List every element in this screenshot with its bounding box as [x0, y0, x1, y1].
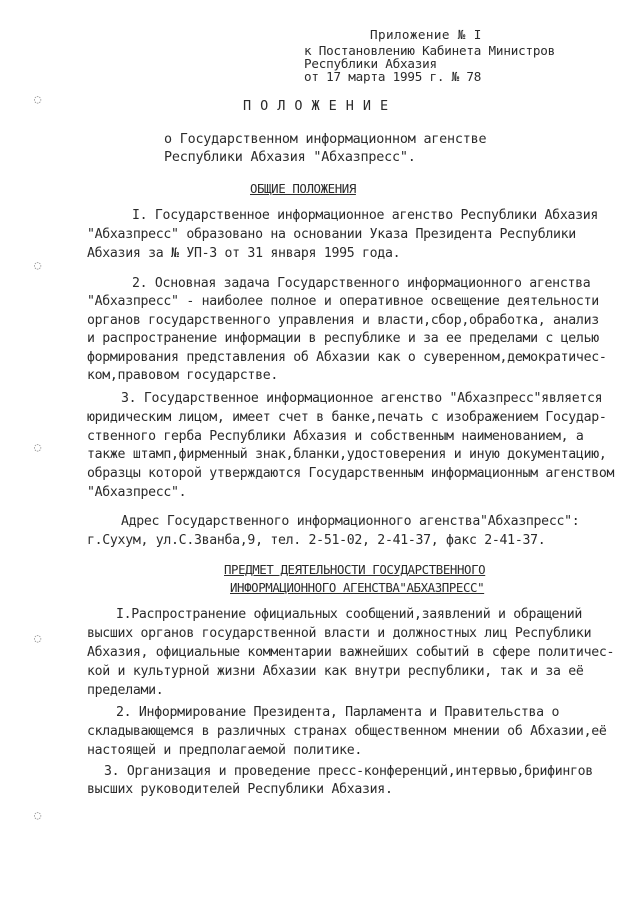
address-line: Адрес Государственного информационного агенства"Абхазпресс": [121, 514, 580, 529]
resolution-date: от 17 марта 1995 г. № 78 [304, 69, 482, 84]
appendix-number: Приложение № I [370, 27, 482, 42]
body-line: 3. Организация и проведение пресс-конференций,интервью,брифингов [104, 764, 593, 779]
body-line: кой и культурной жизни Абхазии как внутри республики, так и за её [87, 664, 584, 679]
subtitle-line: о Государственном информационном агенстве [164, 132, 487, 147]
body-line: 2. Информирование Президента, Парламента и Правительства о [116, 705, 560, 720]
binder-hole-mark: ◌ [34, 808, 42, 822]
document-title: ПОЛОЖЕНИЕ [243, 98, 398, 114]
section-heading-subject: ПРЕДМЕТ ДЕЯТЕЛЬНОСТИ ГОСУДАРСТВЕННОГО [224, 562, 486, 577]
subtitle-line: Республики Абхазия "Абхазпресс". [164, 150, 416, 165]
binder-hole-mark: ◌ [34, 631, 42, 645]
body-line: высших руководителей Республики Абхазия. [87, 782, 393, 797]
body-line: органов государственного управления и власти,сбор,обработка, анализ [87, 313, 599, 328]
body-line: складывающемся в различных странах общественном мнении об Абхазии,её [87, 724, 607, 739]
body-line: формирования представления об Абхазии как о суверенном,демократичес- [87, 350, 607, 365]
body-line: ком,правовом государстве. [87, 368, 278, 383]
body-line: Абхазия за № УП-3 от 31 января 1995 года. [87, 246, 401, 261]
section-heading-general: ОБЩИЕ ПОЛОЖЕНИЯ [250, 181, 356, 196]
body-line: и распространение информации в республике и за ее пределами с целью [87, 331, 599, 346]
body-line: юридическим лицом, имеет счет в банке,печать с изображением Государ- [87, 410, 607, 425]
binder-hole-mark: ◌ [34, 92, 42, 106]
body-line: пределами. [87, 683, 164, 698]
body-line: 3. Государственное информационное агенство "Абхазпресс"является [121, 391, 603, 406]
republic-name: Республики Абхазия [304, 56, 437, 71]
body-line: Абхазия, официальные комментарии важнейших событий в сфере политичес- [87, 645, 615, 660]
contacts-line: г.Сухум, ул.С.Званба,9, тел. 2-51-02, 2-41-37, факс 2-41-37. [87, 533, 546, 548]
binder-hole-mark: ◌ [34, 440, 42, 454]
body-line: I. Государственное информационное агенство Республики Абхазия [132, 208, 599, 223]
body-line: "Абхазпресс" - наиболее полное и оперативное освещение деятельности [87, 294, 599, 309]
body-line: "Абхазпресс" образовано на основании Указа Президента Республики [87, 227, 576, 242]
body-line: также штамп,фирменный знак,бланки,удостоверения и иную документацию, [87, 447, 607, 462]
body-line: 2. Основная задача Государственного информационного агенства [132, 276, 591, 291]
body-line: I.Распространение официальных сообщений,заявлений и обращений [116, 607, 583, 622]
body-line: настоящей и предполагаемой политике. [87, 743, 363, 758]
binder-hole-mark: ◌ [34, 258, 42, 272]
body-line: образцы которой утверждаются Государственным информационным агенством [87, 466, 615, 481]
resolution-reference: к Постановлению Кабинета Министров [304, 43, 555, 58]
body-line: "Абхазпресс". [87, 485, 187, 500]
body-line: ственного герба Республики Абхазия и собственным наименованием, а [87, 429, 584, 444]
section-heading-subject: ИНФОРМАЦИОННОГО АГЕНСТВА"АБХАЗПРЕСС" [230, 580, 485, 595]
body-line: высших органов государственной власти и должностных лиц Республики [87, 626, 592, 641]
